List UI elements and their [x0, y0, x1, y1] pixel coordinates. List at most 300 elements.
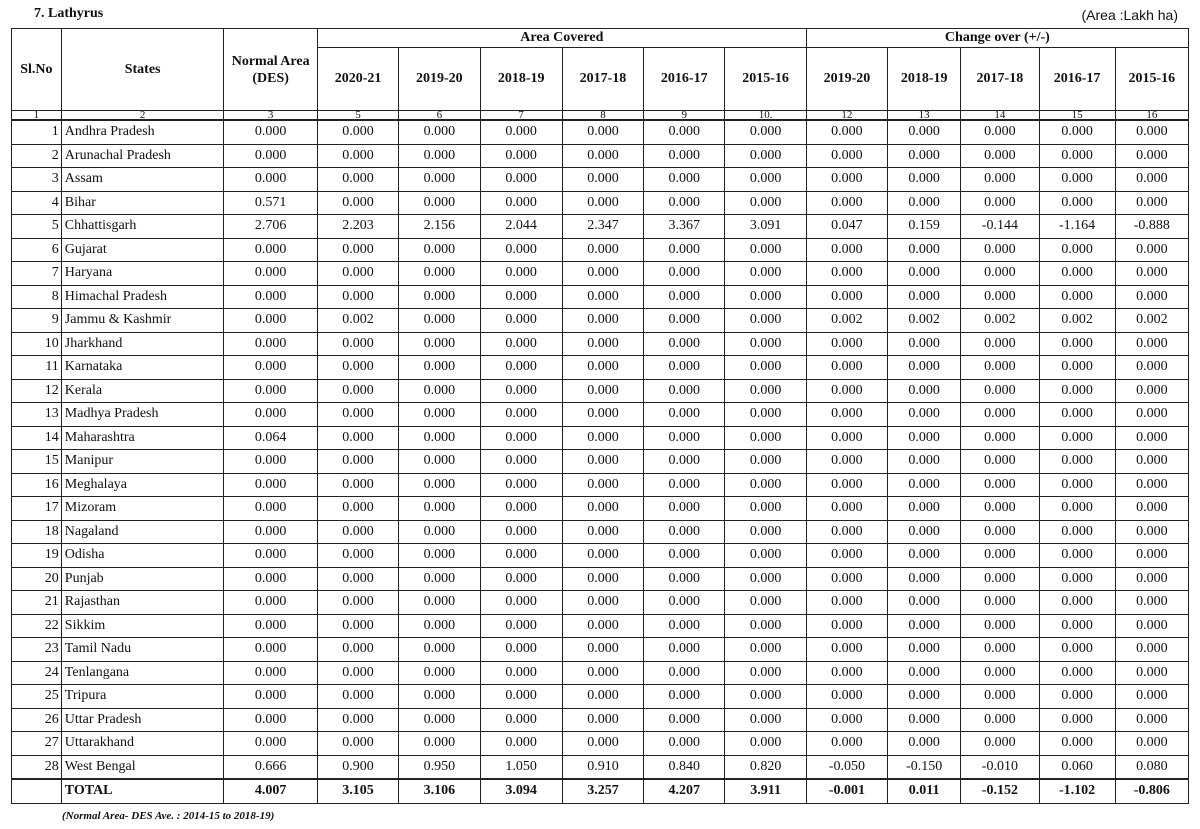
table-row	[12, 591, 1189, 615]
column-number: 3	[224, 111, 318, 121]
state-name-cell: Karnataka	[61, 356, 224, 380]
value-cell: 0.000	[644, 661, 725, 685]
value-cell: 0.000	[480, 520, 562, 544]
value-cell: 0.000	[725, 356, 806, 380]
value-cell: 0.000	[399, 403, 480, 427]
value-cell: 0.000	[961, 497, 1039, 521]
value-cell: 0.000	[562, 262, 643, 286]
value-cell: 0.000	[317, 591, 398, 615]
value-cell: 0.000	[399, 191, 480, 215]
value-cell: 0.000	[1115, 238, 1188, 262]
value-cell: 0.000	[562, 497, 643, 521]
header-area-year: 2015-16	[725, 48, 806, 111]
value-cell: 0.000	[644, 685, 725, 709]
sl-no-cell: 18	[12, 520, 62, 544]
column-number: 14	[961, 111, 1039, 121]
value-cell: 0.000	[725, 732, 806, 756]
unit-note: (Area :Lakh ha)	[1081, 7, 1178, 23]
value-cell: 0.159	[888, 215, 961, 239]
value-cell: 0.000	[399, 120, 480, 144]
value-cell: 0.000	[224, 638, 318, 662]
value-cell: 0.000	[961, 262, 1039, 286]
value-cell: 0.000	[961, 356, 1039, 380]
table-row	[12, 426, 1189, 450]
value-cell: 0.000	[1115, 497, 1188, 521]
value-cell: 0.000	[888, 497, 961, 521]
total-value-cell: -0.152	[961, 779, 1039, 803]
value-cell: 0.000	[1039, 544, 1115, 568]
value-cell: 0.000	[644, 262, 725, 286]
value-cell: 0.000	[1039, 591, 1115, 615]
value-cell: 0.950	[399, 755, 480, 779]
sl-no-cell: 3	[12, 168, 62, 192]
value-cell: 0.000	[725, 708, 806, 732]
value-cell: 0.000	[806, 191, 887, 215]
value-cell: 0.000	[224, 708, 318, 732]
table-row	[12, 567, 1189, 591]
value-cell: 0.000	[961, 732, 1039, 756]
value-cell: 0.000	[806, 450, 887, 474]
value-cell: 0.000	[224, 379, 318, 403]
value-cell: 0.000	[644, 732, 725, 756]
value-cell: 0.000	[399, 614, 480, 638]
value-cell: 0.000	[562, 520, 643, 544]
value-cell: 0.000	[562, 638, 643, 662]
value-cell: 0.000	[1039, 732, 1115, 756]
value-cell: 0.000	[725, 332, 806, 356]
column-number: 10.	[725, 111, 806, 121]
value-cell: 0.000	[1115, 638, 1188, 662]
state-name-cell: Nagaland	[61, 520, 224, 544]
table-row	[12, 473, 1189, 497]
value-cell: 0.000	[317, 520, 398, 544]
state-name-cell: Meghalaya	[61, 473, 224, 497]
value-cell: 0.000	[1039, 685, 1115, 709]
header-change-over: Change over (+/-)	[806, 29, 1188, 48]
value-cell: 0.000	[961, 120, 1039, 144]
value-cell: 0.000	[725, 473, 806, 497]
sl-no-cell: 16	[12, 473, 62, 497]
value-cell: 0.000	[1115, 332, 1188, 356]
value-cell: 0.000	[961, 450, 1039, 474]
value-cell: 0.000	[317, 567, 398, 591]
value-cell: -0.888	[1115, 215, 1188, 239]
value-cell: 0.000	[725, 379, 806, 403]
value-cell: 0.000	[1115, 403, 1188, 427]
value-cell: 0.000	[806, 332, 887, 356]
value-cell: 0.000	[224, 732, 318, 756]
value-cell: 0.000	[224, 332, 318, 356]
value-cell: 1.050	[480, 755, 562, 779]
value-cell: 0.000	[562, 708, 643, 732]
value-cell: 0.000	[644, 238, 725, 262]
value-cell: 0.000	[644, 614, 725, 638]
value-cell: 0.000	[961, 426, 1039, 450]
value-cell: -0.010	[961, 755, 1039, 779]
value-cell: 0.000	[1039, 332, 1115, 356]
column-number: 8	[562, 111, 643, 121]
value-cell: 0.000	[224, 685, 318, 709]
value-cell: 0.000	[806, 497, 887, 521]
value-cell: 0.000	[888, 191, 961, 215]
value-cell: 0.000	[480, 567, 562, 591]
value-cell: 2.203	[317, 215, 398, 239]
value-cell: 0.000	[644, 356, 725, 380]
value-cell: 0.000	[562, 332, 643, 356]
value-cell: -0.144	[961, 215, 1039, 239]
value-cell: 0.000	[806, 708, 887, 732]
column-number: 13	[888, 111, 961, 121]
value-cell: 0.000	[480, 685, 562, 709]
value-cell: 0.002	[888, 309, 961, 333]
value-cell: 0.000	[806, 473, 887, 497]
value-cell: 0.000	[961, 661, 1039, 685]
state-name-cell: Uttarakhand	[61, 732, 224, 756]
table-row	[12, 732, 1189, 756]
value-cell: 0.000	[888, 426, 961, 450]
value-cell: 0.000	[399, 426, 480, 450]
value-cell: 0.000	[644, 638, 725, 662]
value-cell: 0.000	[480, 473, 562, 497]
state-name-cell: Uttar Pradesh	[61, 708, 224, 732]
value-cell: 0.000	[399, 238, 480, 262]
sl-no-cell: 22	[12, 614, 62, 638]
sl-no-cell: 5	[12, 215, 62, 239]
value-cell: 0.000	[224, 544, 318, 568]
column-number-row	[12, 111, 1189, 121]
value-cell: 0.000	[888, 685, 961, 709]
state-name-cell: Kerala	[61, 379, 224, 403]
value-cell: 0.000	[888, 356, 961, 380]
value-cell: 0.000	[806, 685, 887, 709]
value-cell: 0.000	[1039, 168, 1115, 192]
value-cell: 0.900	[317, 755, 398, 779]
value-cell: 0.000	[480, 379, 562, 403]
value-cell: 0.000	[644, 708, 725, 732]
value-cell: 0.000	[224, 450, 318, 474]
value-cell: 0.000	[1039, 638, 1115, 662]
sl-no-cell: 1	[12, 120, 62, 144]
value-cell: 0.000	[317, 497, 398, 521]
value-cell: 0.000	[725, 544, 806, 568]
value-cell: -0.150	[888, 755, 961, 779]
value-cell: 0.000	[1039, 497, 1115, 521]
value-cell: 0.000	[725, 591, 806, 615]
state-name-cell: Sikkim	[61, 614, 224, 638]
value-cell: 0.000	[725, 638, 806, 662]
value-cell: 0.000	[1039, 567, 1115, 591]
value-cell: 0.000	[806, 661, 887, 685]
total-value-cell: 4.007	[224, 779, 318, 803]
value-cell: 0.000	[806, 520, 887, 544]
value-cell: 0.000	[399, 309, 480, 333]
value-cell: 0.000	[1039, 614, 1115, 638]
sl-no-cell: 21	[12, 591, 62, 615]
value-cell: 0.000	[888, 638, 961, 662]
table-row	[12, 544, 1189, 568]
table-row	[12, 238, 1189, 262]
footnote: (Normal Area- DES Ave. : 2014-15 to 2018-19)	[62, 810, 275, 822]
value-cell: 0.000	[480, 732, 562, 756]
value-cell: 0.000	[399, 708, 480, 732]
value-cell: 0.000	[562, 120, 643, 144]
value-cell: 0.000	[644, 591, 725, 615]
value-cell: 0.000	[806, 379, 887, 403]
value-cell: 0.000	[317, 144, 398, 168]
value-cell: 0.000	[725, 426, 806, 450]
total-value-cell: 3.257	[562, 779, 643, 803]
value-cell: 0.000	[888, 473, 961, 497]
value-cell: 0.000	[961, 544, 1039, 568]
value-cell: 0.000	[806, 426, 887, 450]
value-cell: 0.000	[399, 661, 480, 685]
value-cell: 0.000	[317, 356, 398, 380]
value-cell: 0.000	[480, 120, 562, 144]
value-cell: 0.000	[644, 285, 725, 309]
sl-no-cell: 8	[12, 285, 62, 309]
value-cell: 0.000	[480, 708, 562, 732]
value-cell: 2.156	[399, 215, 480, 239]
value-cell: 0.000	[888, 120, 961, 144]
value-cell: 0.000	[806, 638, 887, 662]
column-number: 12	[806, 111, 887, 121]
value-cell: 0.002	[1115, 309, 1188, 333]
value-cell: 0.000	[399, 285, 480, 309]
value-cell: 0.000	[725, 403, 806, 427]
value-cell: 0.000	[725, 614, 806, 638]
state-name-cell: Punjab	[61, 567, 224, 591]
sl-no-cell: 7	[12, 262, 62, 286]
total-value-cell: 4.207	[644, 779, 725, 803]
value-cell: 0.000	[888, 144, 961, 168]
value-cell: 0.000	[224, 473, 318, 497]
value-cell: 0.000	[644, 379, 725, 403]
value-cell: 0.000	[480, 168, 562, 192]
value-cell: 0.000	[399, 497, 480, 521]
value-cell: 0.000	[1039, 356, 1115, 380]
value-cell: 0.000	[224, 567, 318, 591]
value-cell: 0.000	[1115, 591, 1188, 615]
value-cell: 0.000	[562, 168, 643, 192]
value-cell: 0.000	[1115, 285, 1188, 309]
value-cell: 0.820	[725, 755, 806, 779]
value-cell: 0.000	[888, 262, 961, 286]
value-cell: 0.000	[806, 285, 887, 309]
value-cell: 0.000	[317, 120, 398, 144]
state-name-cell: Haryana	[61, 262, 224, 286]
value-cell: 0.000	[317, 238, 398, 262]
value-cell: 0.000	[1039, 285, 1115, 309]
value-cell: 0.000	[644, 497, 725, 521]
value-cell: 0.000	[480, 238, 562, 262]
column-number: 15	[1039, 111, 1115, 121]
state-name-cell: Assam	[61, 168, 224, 192]
value-cell: 0.002	[317, 309, 398, 333]
column-number: 7	[480, 111, 562, 121]
value-cell: 0.000	[1115, 732, 1188, 756]
value-cell: 0.000	[961, 638, 1039, 662]
header-area-year: 2016-17	[644, 48, 725, 111]
value-cell: 0.000	[317, 708, 398, 732]
value-cell: 0.000	[644, 309, 725, 333]
total-value-cell: 3.094	[480, 779, 562, 803]
value-cell: 0.000	[961, 614, 1039, 638]
header-area-year: 2018-19	[480, 48, 562, 111]
value-cell: 0.000	[806, 120, 887, 144]
table-row	[12, 403, 1189, 427]
state-name-cell: Tamil Nadu	[61, 638, 224, 662]
value-cell: 0.000	[399, 638, 480, 662]
value-cell: 0.000	[1115, 708, 1188, 732]
value-cell: 0.000	[317, 285, 398, 309]
value-cell: 0.000	[1039, 144, 1115, 168]
value-cell: 0.000	[317, 379, 398, 403]
value-cell: 0.060	[1039, 755, 1115, 779]
value-cell: 0.000	[562, 356, 643, 380]
column-number: 1	[12, 111, 62, 121]
value-cell: 0.000	[1115, 262, 1188, 286]
value-cell: 0.000	[1115, 356, 1188, 380]
value-cell: 0.000	[317, 191, 398, 215]
value-cell: 0.000	[725, 168, 806, 192]
value-cell: 0.000	[399, 567, 480, 591]
value-cell: 0.000	[806, 732, 887, 756]
value-cell: 0.000	[1115, 473, 1188, 497]
state-name-cell: Jammu & Kashmir	[61, 309, 224, 333]
value-cell: 0.000	[961, 520, 1039, 544]
column-number: 2	[61, 111, 224, 121]
value-cell: 0.000	[888, 332, 961, 356]
value-cell: 0.000	[961, 403, 1039, 427]
value-cell: 0.000	[317, 450, 398, 474]
sl-no-cell: 28	[12, 755, 62, 779]
value-cell: 0.002	[961, 309, 1039, 333]
table-row	[12, 708, 1189, 732]
value-cell: 0.000	[961, 473, 1039, 497]
value-cell: 0.000	[961, 191, 1039, 215]
total-value-cell: -1.102	[1039, 779, 1115, 803]
state-name-cell: Himachal Pradesh	[61, 285, 224, 309]
value-cell: 0.000	[562, 426, 643, 450]
value-cell: 0.000	[1115, 450, 1188, 474]
value-cell: 0.000	[224, 309, 318, 333]
table-row	[12, 332, 1189, 356]
header-area-year: 2019-20	[399, 48, 480, 111]
sl-no-cell: 15	[12, 450, 62, 474]
value-cell: 0.000	[562, 309, 643, 333]
table-row	[12, 661, 1189, 685]
value-cell: 0.000	[562, 144, 643, 168]
table-row	[12, 309, 1189, 333]
value-cell: 0.000	[399, 450, 480, 474]
value-cell: 0.000	[1039, 379, 1115, 403]
table-row	[12, 379, 1189, 403]
table-row	[12, 497, 1189, 521]
table-row	[12, 262, 1189, 286]
value-cell: 0.000	[399, 379, 480, 403]
value-cell: 0.000	[888, 567, 961, 591]
table-row	[12, 144, 1189, 168]
value-cell: 0.000	[1115, 544, 1188, 568]
sl-no-cell: 23	[12, 638, 62, 662]
value-cell: 0.000	[399, 685, 480, 709]
header-states: States	[61, 29, 224, 111]
value-cell: 0.000	[562, 544, 643, 568]
value-cell: 2.347	[562, 215, 643, 239]
value-cell: 0.000	[644, 191, 725, 215]
value-cell: 0.000	[806, 168, 887, 192]
value-cell: 0.000	[644, 450, 725, 474]
value-cell: 0.000	[317, 685, 398, 709]
value-cell: 0.000	[888, 544, 961, 568]
value-cell: 3.091	[725, 215, 806, 239]
value-cell: 0.000	[644, 426, 725, 450]
value-cell: 0.000	[1115, 379, 1188, 403]
value-cell: 0.000	[224, 144, 318, 168]
value-cell: 0.000	[888, 732, 961, 756]
value-cell: 0.000	[725, 262, 806, 286]
value-cell: 0.000	[725, 238, 806, 262]
value-cell: 0.000	[224, 403, 318, 427]
value-cell: 0.000	[480, 450, 562, 474]
value-cell: 0.000	[1039, 708, 1115, 732]
state-name-cell: Gujarat	[61, 238, 224, 262]
table-row	[12, 614, 1189, 638]
sl-no-cell: 26	[12, 708, 62, 732]
value-cell: 0.000	[806, 262, 887, 286]
total-value-cell: 3.106	[399, 779, 480, 803]
value-cell: 0.000	[1115, 144, 1188, 168]
value-cell: 0.571	[224, 191, 318, 215]
value-cell: 0.000	[888, 450, 961, 474]
sl-no-cell: 20	[12, 567, 62, 591]
value-cell: 0.000	[1115, 426, 1188, 450]
value-cell: 0.000	[806, 403, 887, 427]
value-cell: 0.000	[317, 403, 398, 427]
value-cell: 0.000	[644, 332, 725, 356]
sl-no-cell: 14	[12, 426, 62, 450]
value-cell: 0.000	[1039, 262, 1115, 286]
sl-no-cell: 27	[12, 732, 62, 756]
table-row	[12, 450, 1189, 474]
value-cell: 0.000	[562, 473, 643, 497]
header-sl-no: Sl.No	[12, 29, 62, 111]
value-cell: 0.000	[317, 544, 398, 568]
value-cell: -1.164	[1039, 215, 1115, 239]
value-cell: 0.000	[399, 262, 480, 286]
total-label: TOTAL	[61, 779, 224, 803]
value-cell: 0.000	[224, 285, 318, 309]
value-cell: 0.000	[961, 285, 1039, 309]
value-cell: 0.000	[224, 168, 318, 192]
column-number: 16	[1115, 111, 1188, 121]
value-cell: 0.000	[888, 520, 961, 544]
value-cell: 0.000	[1039, 403, 1115, 427]
value-cell: 0.000	[562, 661, 643, 685]
value-cell: 0.000	[480, 309, 562, 333]
value-cell: 0.000	[725, 450, 806, 474]
value-cell: 0.000	[317, 332, 398, 356]
value-cell: 0.000	[562, 403, 643, 427]
value-cell: 0.000	[399, 168, 480, 192]
header-area-year: 2020-21	[317, 48, 398, 111]
value-cell: 0.000	[725, 120, 806, 144]
total-value-cell: -0.806	[1115, 779, 1188, 803]
value-cell: 0.000	[725, 309, 806, 333]
value-cell: 0.000	[1039, 473, 1115, 497]
value-cell: 0.000	[888, 591, 961, 615]
table-row	[12, 168, 1189, 192]
